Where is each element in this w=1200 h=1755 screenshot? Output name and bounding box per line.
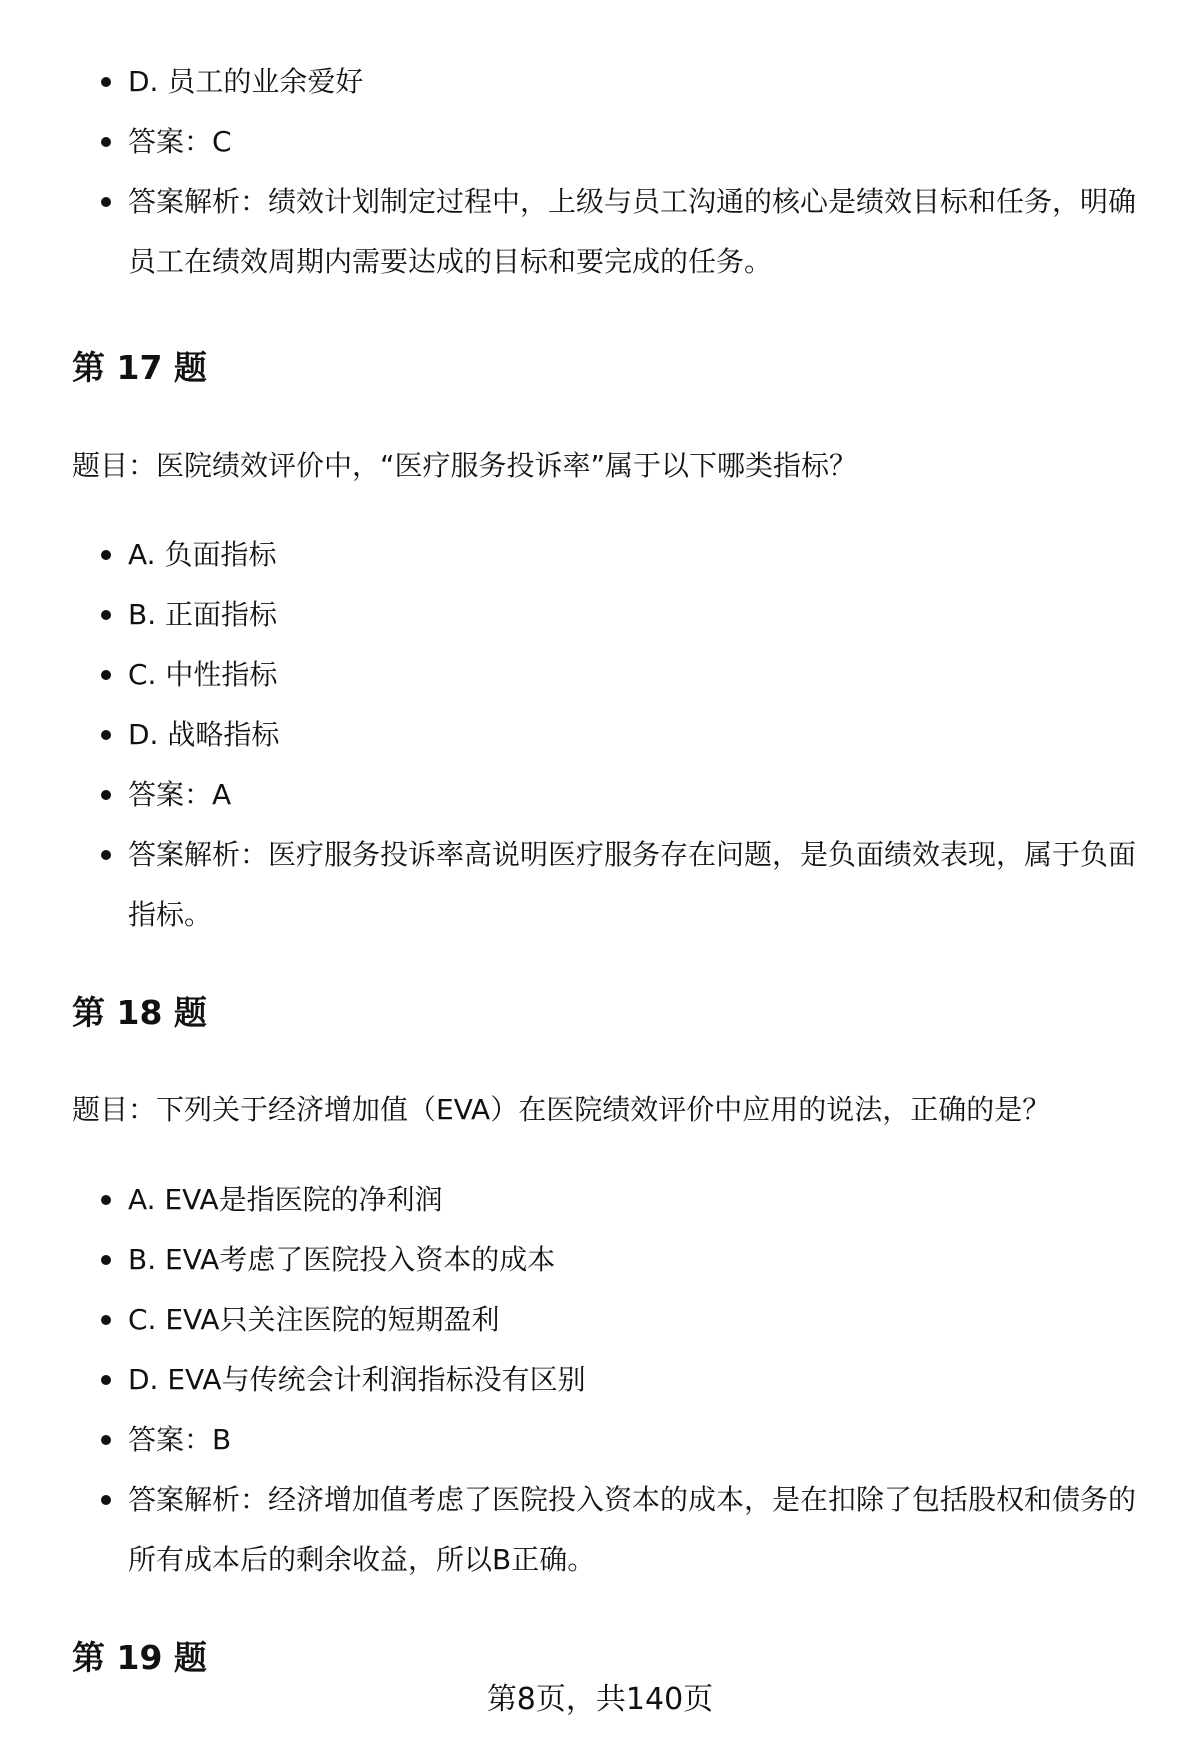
question-stem-17: 题目：医院绩效评价中，“医疗服务投诉率”属于以下哪类指标？ [72, 449, 858, 482]
list-item: B. 正面指标 [72, 585, 1152, 645]
page-number-footer: 第8页，共140页 [486, 1682, 714, 1717]
list-item: B. EVA考虑了医院投入资本的成本 [72, 1230, 1152, 1290]
question-options-18 [72, 1170, 1152, 1590]
list-item: A. EVA是指医院的净利润 [72, 1170, 1152, 1230]
list-item: D. 员工的业余爱好 [72, 52, 1152, 112]
question-options-17 [72, 525, 1152, 945]
question-heading-19: 第 19 题 [72, 1638, 207, 1677]
question-heading-17: 第 17 题 [72, 348, 207, 387]
list-item: 答案解析：医疗服务投诉率高说明医疗服务存在问题，是负面绩效表现，属于负面指标。 [72, 825, 1152, 945]
question-heading-18: 第 18 题 [72, 993, 207, 1032]
prev-question-list [72, 52, 1152, 292]
list-item: 答案解析：经济增加值考虑了医院投入资本的成本，是在扣除了包括股权和债务的所有成本后的剩余收益，所以B正确。 [72, 1470, 1152, 1590]
list-item: A. 负面指标 [72, 525, 1152, 585]
list-item: 答案：A [72, 765, 1152, 825]
list-item: 答案解析：绩效计划制定过程中，上级与员工沟通的核心是绩效目标和任务，明确员工在绩效周期内需要达成的目标和要完成的任务。 [72, 172, 1152, 292]
list-item: C. EVA只关注医院的短期盈利 [72, 1290, 1152, 1350]
list-item: 答案：C [72, 112, 1152, 172]
list-item: D. EVA与传统会计利润指标没有区别 [72, 1350, 1152, 1410]
list-item: D. 战略指标 [72, 705, 1152, 765]
list-item: 答案：B [72, 1410, 1152, 1470]
list-item: C. 中性指标 [72, 645, 1152, 705]
question-stem-18: 题目：下列关于经济增加值（EVA）在医院绩效评价中应用的说法，正确的是？ [72, 1093, 1051, 1126]
